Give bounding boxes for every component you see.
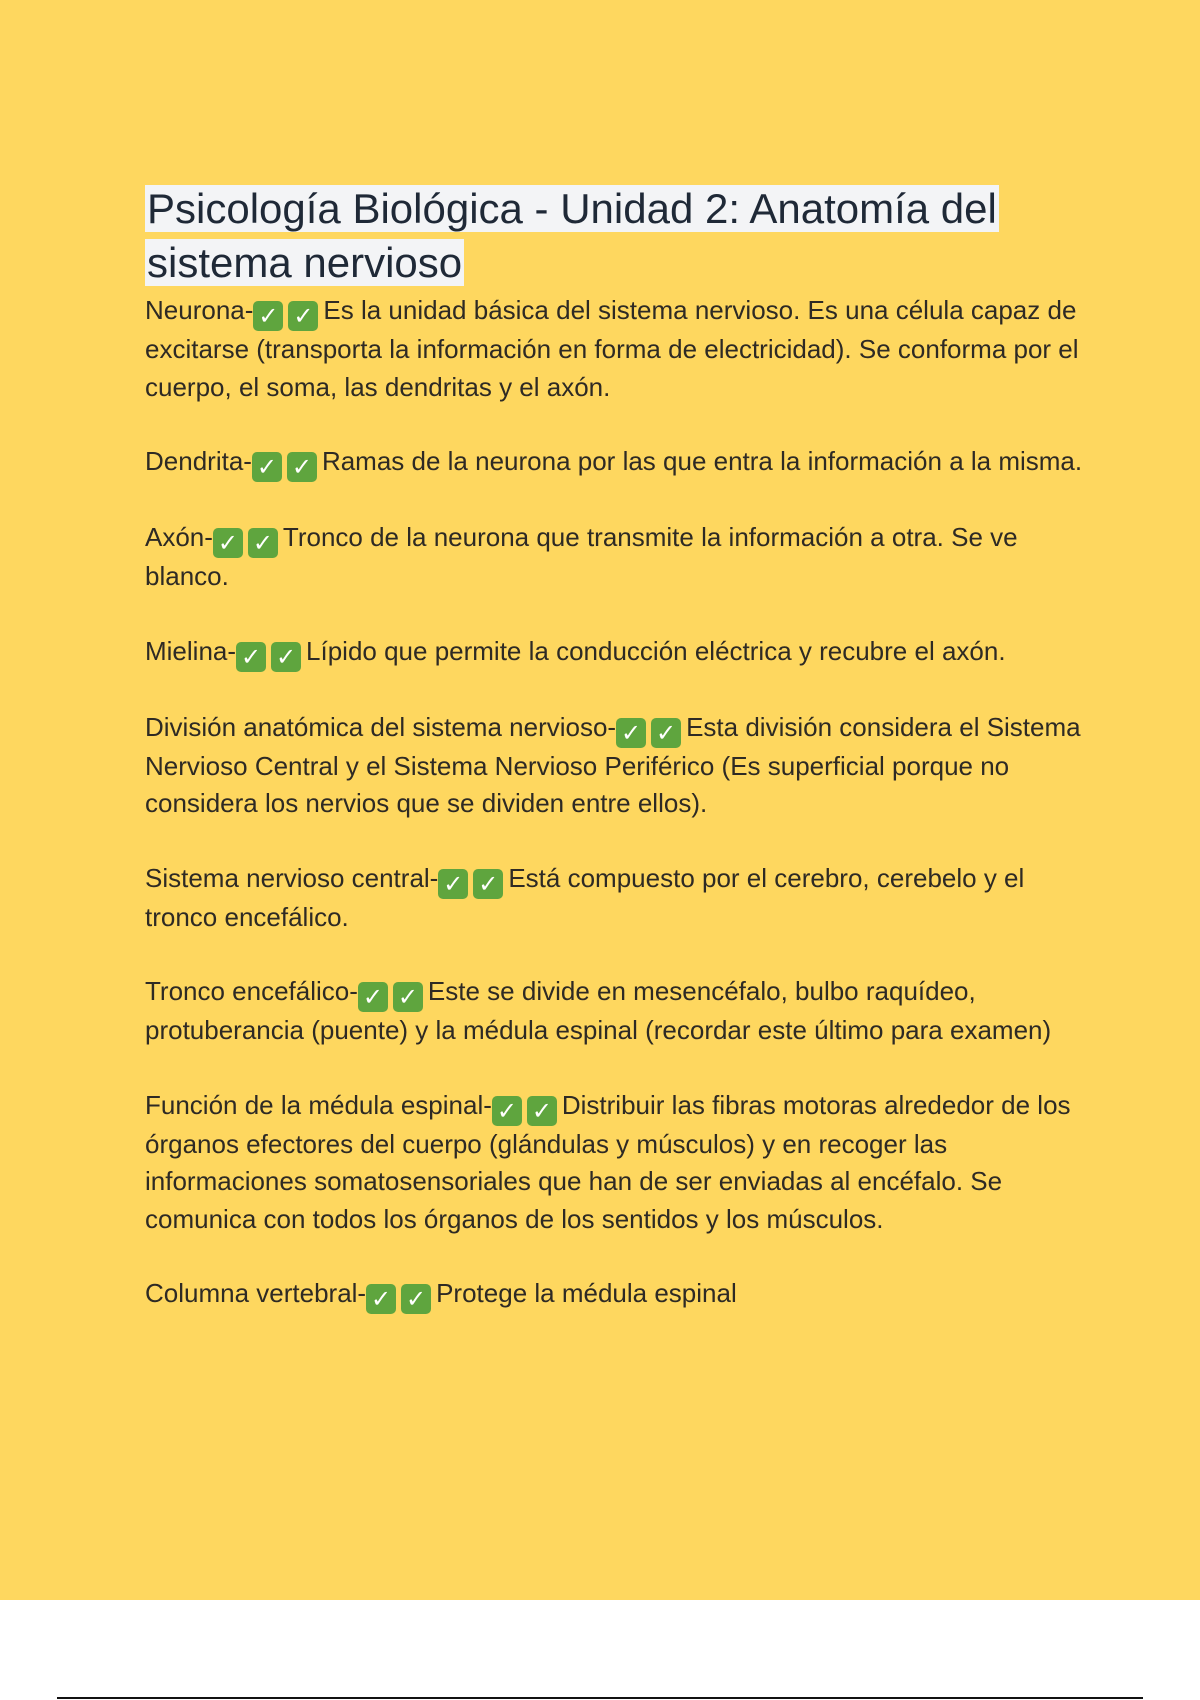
entry-definition: Es la unidad básica del sistema nervioso. Es una célula capaz de excitarse (transporta la información en forma de electricidad). Se conforma por el cuerpo, el soma, las dendritas y el axón. (145, 295, 1079, 402)
entry-term: Dendrita- (145, 446, 252, 476)
check-mark-icon: ✓ (271, 642, 301, 672)
check-mark-icon: ✓ (252, 452, 282, 482)
entry-columna-vertebral (145, 1275, 1095, 1314)
check-mark-icon: ✓ (236, 642, 266, 672)
check-mark-icon: ✓ (213, 528, 243, 558)
check-mark-icon: ✓ (288, 301, 318, 331)
entry-funcion-medula (145, 1087, 1095, 1239)
check-mark-icon: ✓ (287, 452, 317, 482)
entry-term: Mielina- (145, 635, 237, 666)
check-mark-icon: ✓ (492, 1096, 522, 1126)
page-title-text: Psicología Biológica - Unidad 2: Anatomía del sistema nervioso (147, 185, 997, 286)
check-mark-icon: ✓ (438, 869, 468, 899)
check-mark-icon: ✓ (358, 982, 388, 1012)
entry-term: Columna vertebral- (145, 1278, 367, 1308)
check-mark-icon: ✓ (527, 1096, 557, 1126)
entry-dendrita (145, 443, 1095, 482)
entry-definition: Ramas de la neurona por las que entra la información a la misma. (321, 446, 1083, 476)
check-mark-icon: ✓ (401, 1284, 431, 1314)
entry-definition: Protege la médula espinal (436, 1278, 737, 1308)
entry-list (145, 292, 1095, 1314)
entry-tronco-encefalico (145, 973, 1095, 1050)
check-mark-icon: ✓ (651, 718, 681, 748)
check-mark-icon: ✓ (393, 982, 423, 1012)
entry-definition: Está compuesto por el cerebro, cerebelo y el tronco encefálico. (145, 862, 1025, 932)
entry-neurona (145, 292, 1095, 406)
entry-definition: Este se divide en mesencéfalo, bulbo raquídeo, protuberancia (puente) y la médula espinal (recordar este último para examen) (145, 976, 1052, 1045)
entry-mielina (145, 633, 1095, 672)
check-mark-icon: ✓ (616, 718, 646, 748)
entry-sistema-nervioso-central (145, 860, 1095, 937)
page-title (145, 182, 1095, 290)
entry-division-anatomica (145, 709, 1095, 823)
entry-term: Tronco encefálico- (145, 976, 358, 1006)
check-mark-icon: ✓ (248, 528, 278, 558)
entry-definition: Lípido que permite la conducción eléctrica y recubre el axón. (306, 635, 1006, 666)
entry-term: Neurona- (145, 295, 254, 325)
entry-term: Sistema nervioso central- (145, 862, 439, 893)
entry-definition: Esta división considera el Sistema Nervioso Central y el Sistema Nervioso Periférico (Es superficial porque no considera los nervios que se dividen entre ellos). (145, 711, 1081, 818)
entry-term: Axón- (145, 522, 213, 552)
check-mark-icon: ✓ (366, 1284, 396, 1314)
entry-axon (145, 519, 1095, 596)
check-mark-icon: ✓ (473, 869, 503, 899)
entry-definition: Distribuir las fibras motoras alrededor de los órganos efectores del cuerpo (glándulas y músculos) y en recoger las informaciones somatosensoriales que han de ser enviadas al encéfalo. Se comunica con todos los órganos de los sentidos y los músculos. (145, 1089, 1071, 1234)
check-mark-icon: ✓ (253, 301, 283, 331)
bottom-divider (57, 1697, 1143, 1699)
entry-term: Función de la médula espinal- (145, 1089, 492, 1120)
entry-term: División anatómica del sistema nervioso- (145, 711, 617, 742)
entry-definition: Tronco de la neurona que transmite la información a otra. Se ve blanco. (145, 522, 1018, 591)
document-content (145, 182, 1095, 1351)
